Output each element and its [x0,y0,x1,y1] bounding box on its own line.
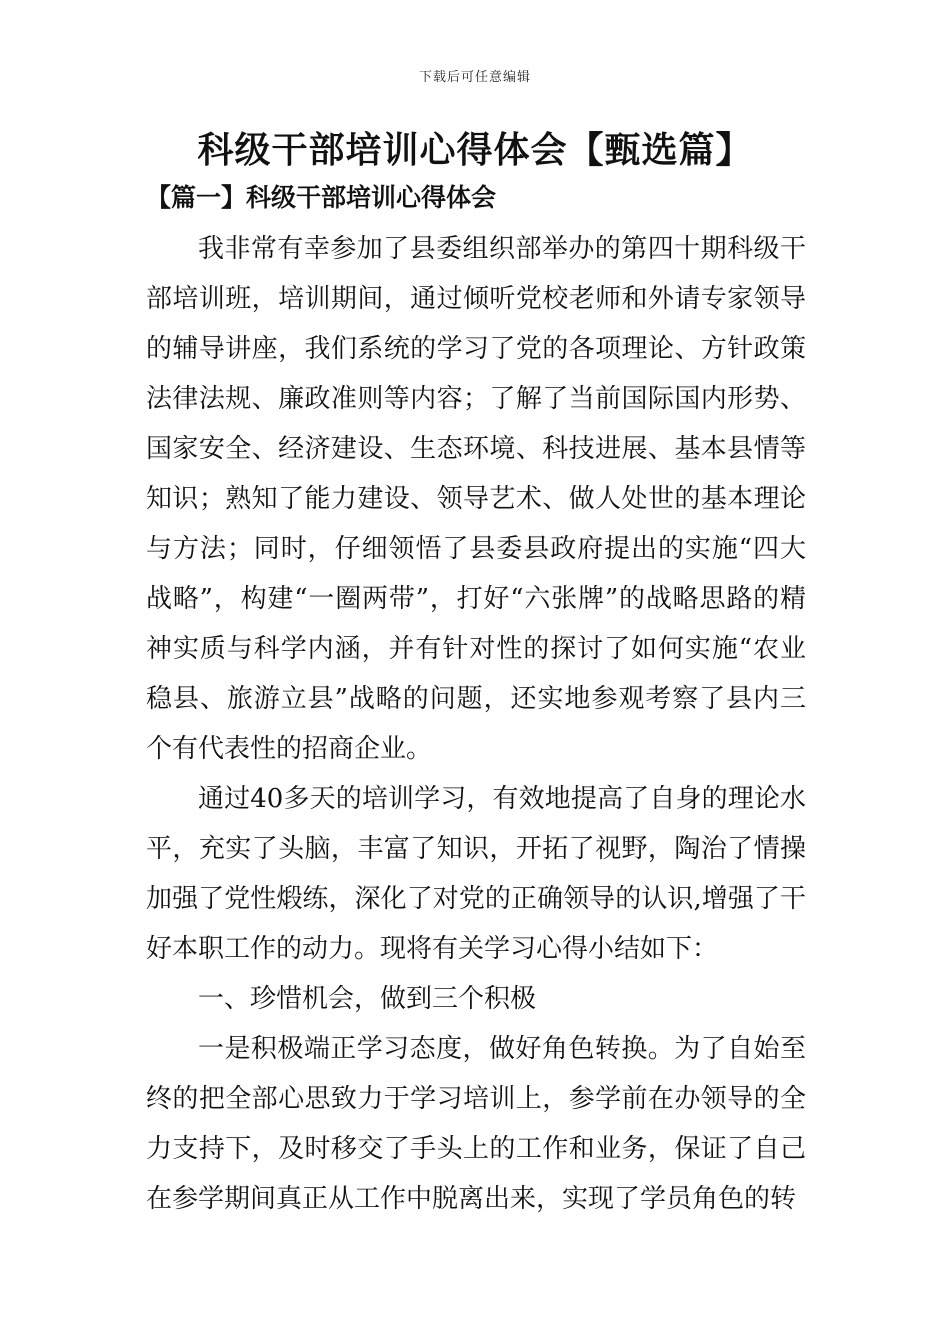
header-note: 下载后可任意编辑 [418,70,531,85]
document-body [146,224,806,1224]
paragraph-summary: 通过40多天的培训学习，有效地提高了自身的理论水平，充实了头脑，丰富了知识，开拓了视野，陶治了情操加强了党性煅练，深化了对党的正确领导的认识,增强了干好本职工作的动力。现将有关学习心得小结如下： [146,784,806,964]
subheading-cherish-opportunity: 一、珍惜机会，做到三个积极 [198,984,537,1014]
paragraph-intro: 我非常有幸参加了县委组织部举办的第四十期科级干部培训班，培训期间，通过倾听党校老师和外请专家领导的辅导讲座，我们系统的学习了党的各项理论、方针政策法律法规、廉政准则等内容；了解了当前国际国内形势、国家安全、经济建设、生态环境、科技进展、基本县情等知识；熟知了能力建设、领导艺术、做人处世的基本理论与方法；同时，仔细领悟了县委县政府提出的实施“四大战略”，构建“一圈两带”，打好“六张牌”的战略思路的精神实质与科学内涵，并有针对性的探讨了如何实施“农业稳县、旅游立县”战略的问题，还实地参观考察了县内三个有代表性的招商企业。 [146,234,806,764]
document-title: 科级干部培训心得体会【甄选篇】 [197,130,753,171]
section-heading: 【篇一】科级干部培训心得体会 [146,183,497,212]
paragraph-attitude: 一是积极端正学习态度，做好角色转换。为了自始至终的把全部心思致力于学习培训上，参学前在办领导的全力支持下，及时移交了手头上的工作和业务，保证了自己在参学期间真正从工作中脱离出来，实现了学员角色的转 [146,1034,806,1214]
